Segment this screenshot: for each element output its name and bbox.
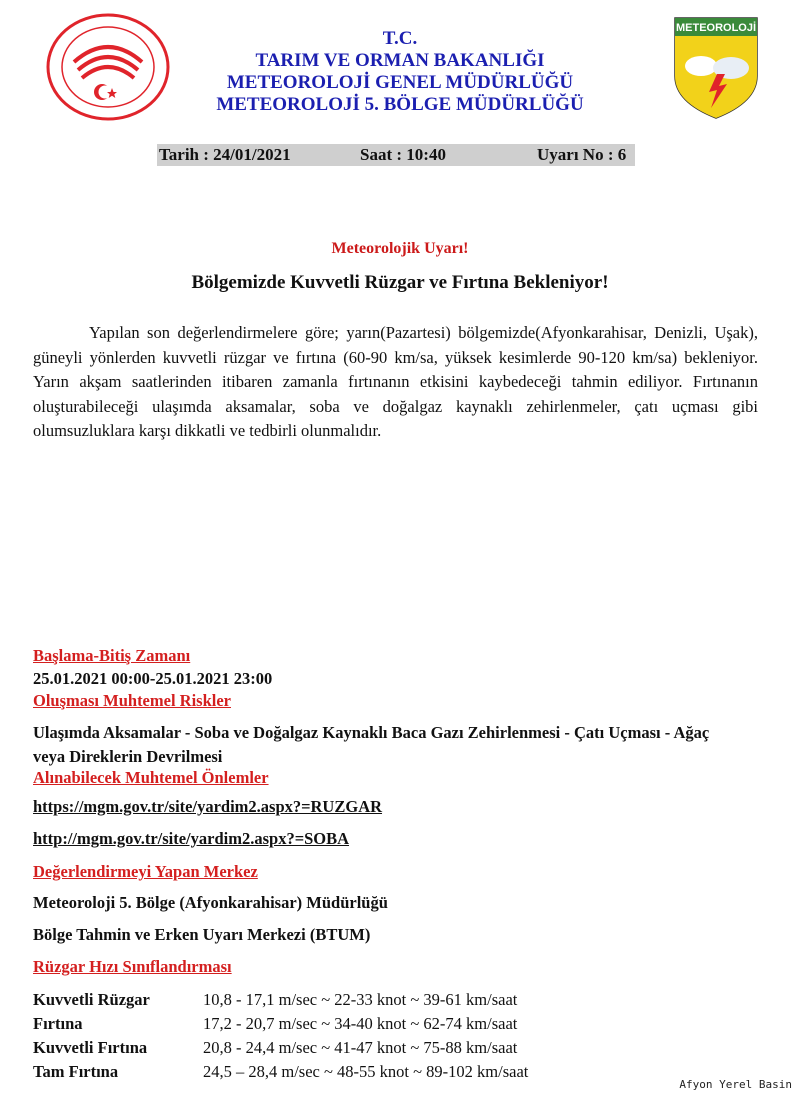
warning-title: Meteorolojik Uyarı!: [331, 240, 469, 257]
header-regional-directorate: METEOROLOJİ 5. BÖLGE MÜDÜRLÜĞÜ: [216, 94, 584, 115]
table-row: [33, 1012, 528, 1036]
class-name: Kuvvetli Fırtına: [33, 1038, 148, 1057]
class-range: 17,2 - 20,7 m/sec ~ 34-40 knot ~ 62-74 km/saat: [203, 1014, 518, 1033]
class-range: 24,5 – 28,4 m/sec ~ 48-55 knot ~ 89-102 km/saat: [203, 1062, 529, 1081]
link-soba[interactable]: http://mgm.gov.tr/site/yardim2.aspx?=SOBA: [33, 829, 350, 848]
wind-classification-table: [33, 988, 528, 1084]
class-name: Tam Fırtına: [33, 1062, 119, 1081]
class-range: 10,8 - 17,1 m/sec ~ 22-33 knot ~ 39-61 km/saat: [203, 990, 518, 1009]
watermark: Afyon Yerel Basin: [679, 1078, 792, 1091]
header-directorate: METEOROLOJİ GENEL MÜDÜRLÜĞÜ: [226, 72, 574, 93]
warning-number-label: Uyarı No : 6: [537, 145, 627, 164]
class-name: Kuvvetli Rüzgar: [33, 990, 150, 1009]
time-value: 25.01.2021 00:00-25.01.2021 23:00: [33, 669, 273, 688]
time-heading: Başlama-Bitiş Zamanı: [33, 646, 191, 665]
center-name: Meteoroloji 5. Bölge (Afyonkarahisar) Müdürlüğü: [33, 893, 388, 912]
header-tc: T.C.: [382, 28, 418, 49]
header-ministry: TARIM VE ORMAN BAKANLIĞI: [255, 50, 545, 71]
link-ruzgar[interactable]: https://mgm.gov.tr/site/yardim2.aspx?=RUZGAR: [33, 797, 383, 816]
warning-body: Yapılan son değerlendirmelere göre; yarın(Pazartesi) bölgemizde(Afyonkarahisar, Denizli, Uşak), güneyli yönlerden kuvvetli rüzgar ve fırtına (60-90 km/sa, yüksek kesimlerde 90-120 km/sa) bekleniyor. Yarın akşam saatlerinden itibaren zamanla fırtınanın etkisini kaybedeceği tahmin ediliyor. Fırtınanın oluşturabileceği ulaşımda aksamalar, soba ve doğalgaz kaynaklı zehirlenmeler, çatı uçması gibi olumsuzluklara karşı dikkatli ve tedbirli olunmalıdır.: [33, 323, 758, 440]
risks-value: Ulaşımda Aksamalar - Soba ve Doğalgaz Kaynaklı Baca Gazı Zehirlenmesi - Çatı Uçması - Ağaç veya Direklerin Devrilmesi: [33, 723, 710, 766]
time-label: Saat : 10:40: [360, 145, 446, 164]
risks-heading: Oluşması Muhtemel Riskler: [33, 691, 231, 710]
classification-heading: Rüzgar Hızı Sınıflandırması: [33, 957, 232, 976]
headline: Bölgemizde Kuvvetli Rüzgar ve Fırtına Bekleniyor!: [191, 272, 609, 293]
center-heading: Değerlendirmeyi Yapan Merkez: [33, 862, 258, 881]
svg-text:METEOROLOJİ: METEOROLOJİ: [675, 22, 757, 34]
table-row: [33, 1036, 528, 1060]
date-label: Tarih : 24/01/2021: [159, 145, 291, 164]
info-bar: [157, 144, 635, 166]
class-range: 20,8 - 24,4 m/sec ~ 41-47 knot ~ 75-88 km/saat: [203, 1038, 518, 1057]
class-name: Fırtına: [33, 1014, 83, 1033]
measures-heading: Alınabilecek Muhtemel Önlemler: [33, 768, 269, 787]
center-unit: Bölge Tahmin ve Erken Uyarı Merkezi (BTUM): [33, 925, 371, 944]
table-row: [33, 988, 528, 1012]
table-row: [33, 1060, 528, 1084]
